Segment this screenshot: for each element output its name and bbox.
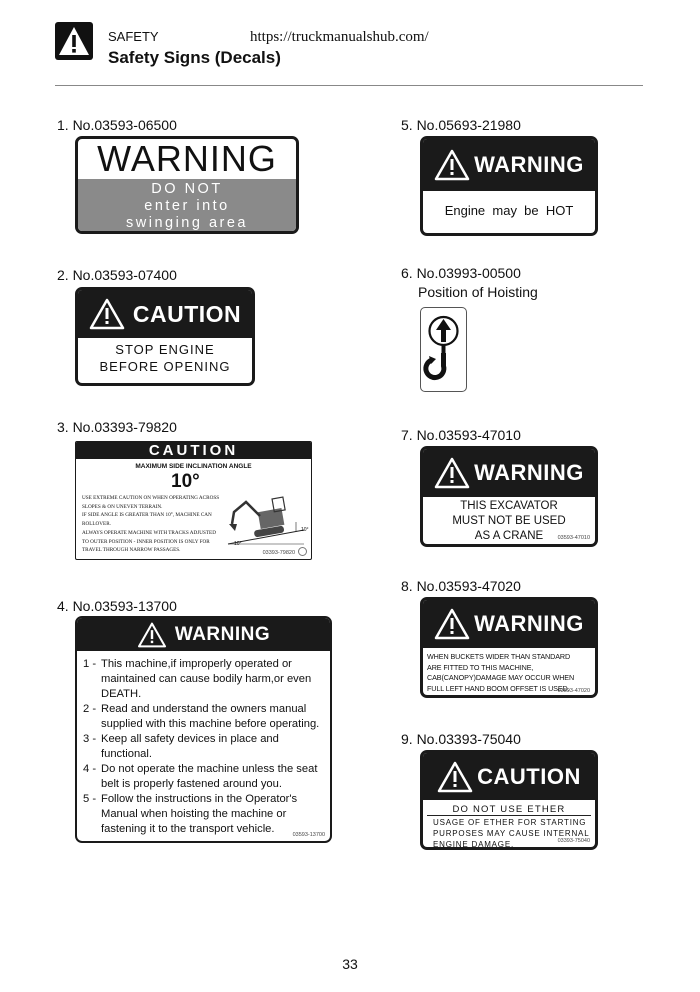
decal-8-line: FULL LEFT HAND BOOM OFFSET IS USED.	[427, 683, 570, 693]
decal-2-caution-engine	[75, 287, 255, 386]
decal-6-label: 6. No.03993-00500	[401, 265, 521, 281]
decal-8-warning-buckets	[420, 597, 598, 698]
decal-1-line: swinging area	[126, 215, 248, 231]
decal-1-line: DO NOT	[151, 181, 223, 197]
decal-4-label: 4. No.03593-13700	[57, 598, 177, 614]
decal-9-heading: DO NOT USE ETHER	[427, 804, 591, 816]
decal-1-label: 1. No.03593-06500	[57, 117, 177, 133]
decal-5-band	[423, 139, 595, 191]
decal-5-signal: WARNING	[474, 152, 584, 177]
decal-9-code: 03393-75040	[557, 838, 590, 844]
decal-3-message	[82, 494, 219, 555]
list-item	[83, 732, 324, 762]
decal-3-diagram-angle: 10°	[234, 541, 242, 547]
decal-3-line: IF SIDE ANGLE IS GREATER THAN 10°, MACHINE CAN	[82, 512, 212, 519]
decal-1-warning-swing	[75, 136, 299, 234]
decal-2-message	[78, 338, 252, 375]
list-item	[83, 657, 324, 702]
list-item	[83, 702, 324, 732]
decal-7-signal: WARNING	[474, 460, 584, 485]
decal-2-label: 2. No.03593-07400	[57, 267, 177, 283]
decal-3-caution-inclination	[75, 441, 312, 560]
decal-2-line: BEFORE OPENING	[99, 359, 231, 374]
item-number: 2 -	[83, 703, 97, 715]
decal-4-warning-list	[75, 616, 332, 843]
decal-9-band	[423, 753, 595, 800]
decal-4-signal: WARNING	[174, 623, 271, 645]
item-number: 5 -	[83, 793, 97, 805]
decal-8-code: 03593-47020	[557, 688, 590, 694]
warning-triangle-icon	[434, 608, 470, 640]
item-text: Keep all safety devices in place and functional.	[101, 733, 279, 760]
decal-7-label: 7. No.03593-47010	[401, 427, 521, 443]
decal-5-message: Engine may be HOT	[444, 203, 574, 218]
warning-triangle-icon	[437, 761, 473, 793]
section-name: SAFETY	[108, 29, 159, 44]
item-number: 3 -	[83, 733, 97, 745]
decal-9-line: ENGINE DAMAGE.	[433, 840, 514, 849]
item-number: 4 -	[83, 763, 97, 775]
decal-4-band	[77, 618, 330, 651]
decal-3-code: 03393-79820	[262, 550, 295, 556]
list-item	[83, 762, 324, 792]
decal-9-signal: CAUTION	[477, 763, 581, 789]
decal-1-line: enter into	[144, 198, 230, 214]
decal-8-label: 8. No.03593-47020	[401, 578, 521, 594]
decal-4-instructions	[77, 651, 330, 837]
decal-7-warning-crane	[420, 446, 598, 547]
decal-7-line: AS A CRANE	[474, 530, 544, 542]
decal-9-caution-ether	[420, 750, 598, 850]
decal-7-line: MUST NOT BE USED	[452, 515, 566, 527]
decal-3-logo-mark	[298, 547, 307, 556]
list-item	[83, 792, 324, 837]
decal-3-diagram-angle-right: 10°	[301, 527, 309, 533]
decal-9-label: 9. No.03393-75040	[401, 731, 521, 747]
warning-triangle-icon	[89, 298, 125, 330]
decal-9-message	[423, 816, 595, 850]
decal-3-line: TRAVEL THROUGH NARROW PASSAGES.	[82, 547, 181, 554]
decal-8-line: ARE FITTED TO THIS MACHINE,	[427, 662, 534, 672]
decal-3-line: ALWAYS OPERATE MACHINE WITH TRACKS ADJUSTED	[82, 529, 216, 536]
decal-5-warning-hot	[420, 136, 598, 236]
warning-triangle-icon	[434, 457, 470, 489]
decal-7-line: THIS EXCAVATOR	[460, 500, 558, 512]
decal-1-message	[78, 179, 296, 234]
decal-3-line: USE EXTREME CAUTION ON WHEN OPERATING ACROSS	[82, 495, 220, 501]
decal-1-signal: WARNING	[97, 138, 277, 179]
decal-7-code: 03593-47010	[557, 535, 590, 541]
warning-triangle-icon	[434, 149, 470, 181]
decal-3-subtitle: MAXIMUM SIDE INCLINATION ANGLE	[135, 463, 252, 470]
hoist-hook-icon	[421, 308, 466, 391]
excavator-slope-icon	[226, 490, 306, 548]
source-url[interactable]: https://truckmanualshub.com/	[250, 29, 429, 45]
page-number: 33	[342, 956, 358, 972]
decal-4-code: 03593-13700	[292, 832, 325, 838]
decal-9-line: PURPOSES MAY CAUSE INTERNAL	[433, 829, 590, 838]
item-text: Read and understand the owners manual supplied with this machine before operating.	[101, 703, 320, 730]
decal-9-line: USAGE OF ETHER FOR STARTING	[433, 818, 587, 827]
decal-8-signal: WARNING	[474, 611, 584, 636]
decal-3-line: ROLLOVER.	[82, 521, 111, 528]
item-text: This machine,if improperly operated or maintained can cause bodily harm,or even DEATH.	[101, 658, 312, 700]
decal-8-line: CAB(CANOPY)DAMAGE MAY OCCUR WHEN	[427, 673, 575, 682]
item-number: 1 -	[83, 658, 97, 670]
decal-3-line: SLOPES & ON UNEVEN TERRAIN.	[82, 503, 163, 510]
decal-3-label: 3. No.03393-79820	[57, 419, 177, 435]
decal-2-signal: CAUTION	[132, 300, 242, 327]
header-divider	[55, 85, 643, 86]
decal-3-angle: 10°	[171, 471, 200, 492]
decal-8-band	[423, 600, 595, 648]
page-title: Safety Signs (Decals)	[108, 48, 281, 67]
item-text: Do not operate the machine unless the seat belt is properly fastened around you.	[101, 763, 318, 790]
decal-6-hoisting-position	[420, 307, 467, 392]
decal-2-line: STOP ENGINE	[115, 342, 215, 357]
safety-alert-icon	[55, 22, 93, 60]
warning-triangle-icon	[137, 622, 167, 648]
decal-3-band	[76, 442, 311, 459]
decal-3-line: TO OUTER POSITION - INNER POSITION IS ONLY FOR	[82, 538, 210, 545]
decal-8-line: WHEN BUCKETS WIDER THAN STANDARD	[427, 652, 571, 661]
decal-3-signal: CAUTION	[148, 442, 239, 459]
decal-5-label: 5. No.05693-21980	[401, 117, 521, 133]
decal-2-band	[78, 290, 252, 338]
decal-7-band	[423, 449, 595, 497]
decal-6-sublabel: Position of Hoisting	[418, 284, 538, 300]
item-text: Follow the instructions in the Operator's Manual when hoisting the machine or fastening it to the transport vehicle.	[101, 793, 298, 835]
